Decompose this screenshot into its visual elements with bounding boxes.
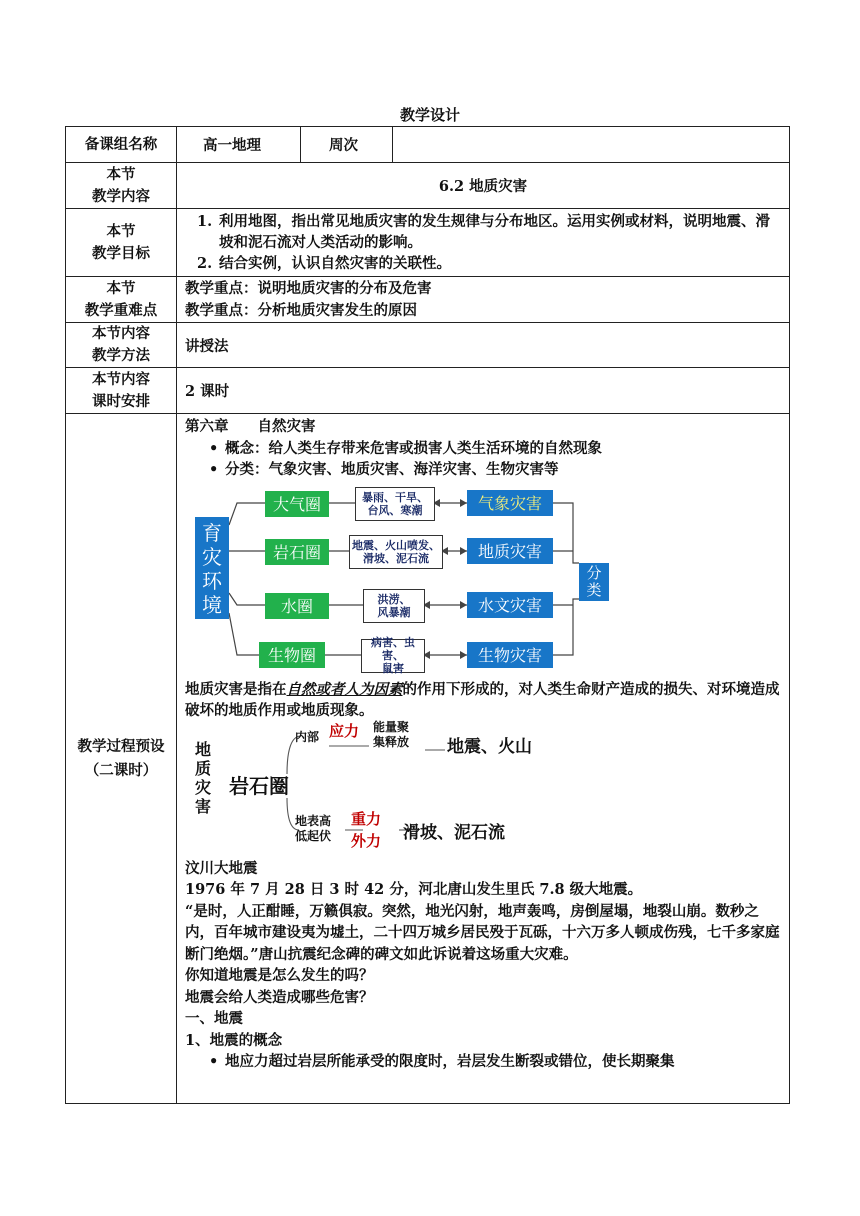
disaster-classification-diagram bbox=[189, 487, 602, 675]
keypoints-cell: 教学重点：说明地质灾害的分布及危害 教学重点：分析地质灾害发生的原因 bbox=[177, 277, 790, 323]
phenomena-box: 暴雨、干旱、 台风、寒潮 bbox=[355, 487, 435, 521]
disaster-box: 气象灾害 bbox=[467, 490, 553, 516]
week-value bbox=[393, 127, 790, 163]
inner-label: 内部 bbox=[295, 729, 320, 744]
row-method bbox=[66, 323, 790, 368]
method-label: 本节内容 教学方法 bbox=[66, 323, 177, 368]
case-line: 1976 年 7 月 28 日 3 时 42 分，河北唐山发生里氏 7.8 级大地震。 bbox=[185, 881, 643, 898]
schedule-value: 2 课时 bbox=[177, 368, 790, 414]
disaster-box: 生物灾害 bbox=[467, 642, 553, 668]
sphere-box: 大气圈 bbox=[265, 491, 329, 517]
question-1: 你知道地震是怎么发生的吗？ bbox=[185, 967, 374, 984]
question-2: 地震会给人类造成哪些危害？ bbox=[185, 988, 374, 1006]
process-cell bbox=[177, 414, 790, 1104]
subject-value: 高一地理 bbox=[177, 127, 301, 163]
phenomena-box: 地震、火山喷发、 滑坡、泥石流 bbox=[349, 535, 443, 569]
row-process bbox=[66, 414, 790, 1104]
method-value: 讲授法 bbox=[177, 323, 790, 368]
lesson-plan-table bbox=[65, 126, 790, 1104]
group-name-label: 备课组名称 bbox=[66, 127, 177, 163]
section-heading: 一、地震 bbox=[185, 1010, 243, 1027]
bullet-classification: • 分类：气象灾害、地质灾害、海洋灾害、生物灾害等 bbox=[209, 461, 559, 478]
schedule-label: 本节内容 课时安排 bbox=[66, 368, 177, 414]
case-title: 汶川大地震 bbox=[185, 859, 258, 877]
process-label: 教学过程预设（二课时） bbox=[66, 414, 177, 1104]
sphere-label: 岩石圈 bbox=[229, 773, 289, 798]
geologic-disaster-diagram bbox=[189, 719, 532, 854]
case-quote: “是时，人正酣睡，万籁俱寂。突然，地光闪射，地声轰鸣，房倒屋塌，地裂山崩。数秒之内，百年城市建设夷为墟土，二十四万城乡居民殁于瓦砾，十六万多人顿成伤残，七千多家庭断门绝烟。”唐山抗震纪念碑的碑文如此诉说着这场重大灾难。 bbox=[185, 902, 780, 963]
content-value: 6.2 地质灾害 bbox=[177, 163, 790, 209]
result1-label: 地震、火山 bbox=[447, 736, 532, 757]
result2-label: 滑坡、泥石流 bbox=[403, 822, 505, 843]
goals-label: 本节 教学目标 bbox=[66, 209, 177, 277]
energy-label: 能量聚 集释放 bbox=[373, 719, 410, 749]
row-goals bbox=[66, 209, 790, 277]
goal-item: 1. 利用地图，指出常见地质灾害的发生规律与分布地区。运用实例或材料，说明地震、滑坡和泥石流对人类活动的影响。 bbox=[197, 213, 770, 251]
week-label: 周次 bbox=[301, 127, 393, 163]
goals-cell bbox=[177, 209, 790, 277]
source-box: 育灾环境 bbox=[195, 517, 229, 619]
bullet-earthquake-concept: • 地应力超过岩层所能承受的限度时，岩层发生断裂或错位，使长期聚集 bbox=[209, 1053, 675, 1070]
bullet-concept: • 概念：给人类生存带来危害或损害人类生活环境的自然现象 bbox=[209, 439, 602, 457]
keypoints-label: 本节 教学重难点 bbox=[66, 277, 177, 323]
row-schedule bbox=[66, 368, 790, 414]
stress-label: 应力 bbox=[329, 721, 360, 740]
row-keypoints bbox=[66, 277, 790, 323]
phenomena-box: 洪涝、 风暴潮 bbox=[363, 589, 425, 623]
category-box: 分类 bbox=[579, 563, 609, 601]
phenomena-box: 病害、虫害、 鼠害 bbox=[361, 639, 425, 673]
sphere-box: 岩石圈 bbox=[265, 539, 329, 565]
surface-label: 地表高 低起伏 bbox=[295, 813, 332, 843]
disaster-box: 地质灾害 bbox=[467, 538, 553, 564]
content-label: 本节 教学内容 bbox=[66, 163, 177, 209]
gravity-label: 重力 bbox=[351, 809, 382, 828]
document-title: 教学设计 bbox=[399, 106, 460, 124]
goal-item: 2. 结合实例，认识自然灾害的关联性。 bbox=[197, 255, 451, 272]
sphere-box: 生物圈 bbox=[259, 642, 325, 668]
disaster-box: 水文灾害 bbox=[467, 592, 553, 618]
sphere-box: 水圈 bbox=[265, 593, 329, 619]
definition-paragraph: 地质灾害是指在自然或者人为因素的作用下形成的，对人类生命财产造成的损失、对环境造成破坏的地质作用或地质现象。 bbox=[185, 680, 780, 719]
subsection-heading: 1、地震的概念 bbox=[185, 1031, 283, 1049]
chapter-heading: 第六章 自然灾害 bbox=[185, 418, 316, 435]
external-label: 外力 bbox=[351, 831, 382, 850]
row-content bbox=[66, 163, 790, 209]
root-label: 地质灾害 bbox=[195, 739, 212, 816]
row-group bbox=[66, 127, 790, 163]
